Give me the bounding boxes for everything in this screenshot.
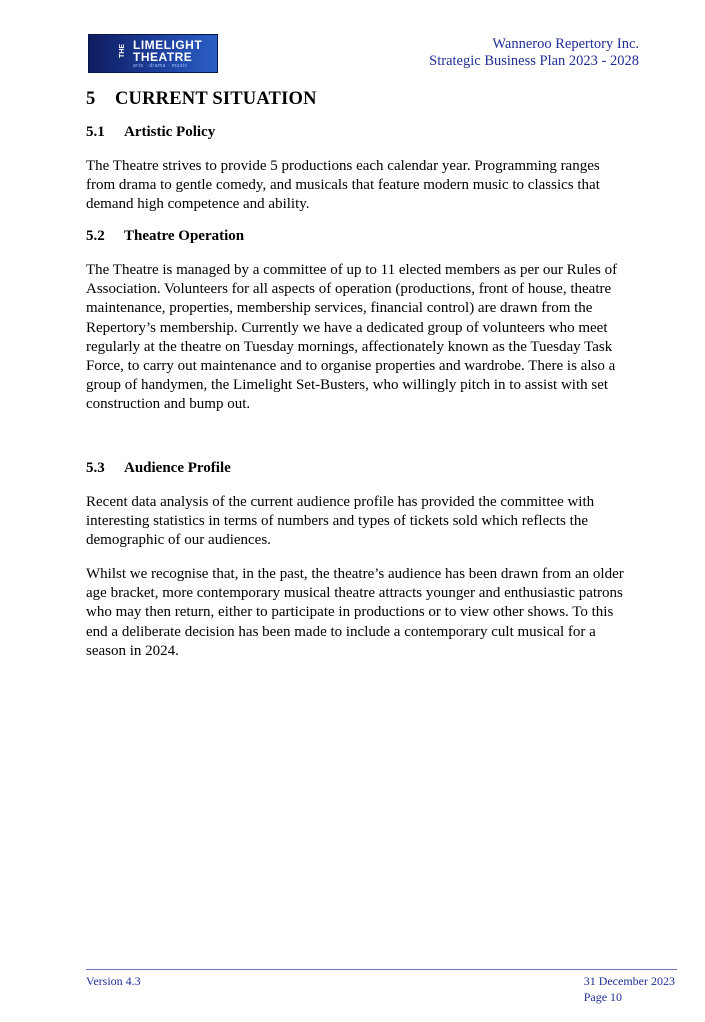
subsection-heading-audience-profile <box>86 460 231 477</box>
subsection-number: 5.1 <box>86 124 105 140</box>
audience-profile-paragraph-2: Whilst we recognise that, in the past, the theatre’s audience has been drawn from an older age bracket, more contemporary musical theatre attracts younger and enthusiastic patrons who may then return, either to participate in productions or to view other shows. To this end a deliberate decision has been made to include a contemporary cult musical for a season in 2024. <box>86 566 624 659</box>
artistic-policy-paragraph: The Theatre strives to provide 5 productions each calendar year. Programming ranges from drama to gentle comedy, and musicals that feature modern music to classics that demand high competence and ability. <box>86 158 600 213</box>
header-plan-title: Strategic Business Plan 2023 - 2028 <box>429 53 639 69</box>
document-header <box>429 36 639 70</box>
svg-text:THE: THE <box>119 44 126 58</box>
logo-tagline: arts · drama · music <box>133 63 188 69</box>
section-number: 5 <box>86 89 96 109</box>
footer-date: 31 December 2023 <box>583 974 675 988</box>
subsection-number: 5.2 <box>86 228 105 244</box>
footer-page-number: Page 10 <box>583 990 623 1004</box>
subsection-title: Theatre Operation <box>124 228 245 244</box>
logo-line-1: LIMELIGHT <box>133 38 203 52</box>
logo-line-2: THEATRE <box>133 50 193 64</box>
footer-version: Version 4.3 <box>86 974 141 988</box>
subsection-heading-theatre-operation <box>86 228 244 245</box>
subsection-number: 5.3 <box>86 460 105 476</box>
subsection-title: Artistic Policy <box>124 124 216 140</box>
footer-date-page <box>584 973 675 1005</box>
limelight-theatre-logo <box>88 34 218 73</box>
theatre-operation-paragraph: The Theatre is managed by a committee of up to 11 elected members as per our Rules of Association. Volunteers for all aspects of operation (productions, front of house, theatre maintenance, properties, membership services, financial control) are drawn from the Repertory’s membership. Currently we have a dedicated group of volunteers who meet regularly at the theatre on Tuesday mornings, affectionately known as the Tuesday Task Force, to carry out maintenance and to organise properties and wardrobe. There is also a group of handymen, the Limelight Set-Busters, who willingly pitch in to assist with set construction and bump out. <box>86 262 618 413</box>
subsection-title: Audience Profile <box>124 460 231 476</box>
header-org-name: Wanneroo Repertory Inc. <box>492 36 639 52</box>
section-heading <box>86 89 317 110</box>
subsection-heading-artistic-policy <box>86 124 215 141</box>
logo-vertical-text <box>119 41 129 67</box>
audience-profile-paragraph-1: Recent data analysis of the current audience profile has provided the committee with interesting statistics in terms of numbers and types of tickets sold which reflects the demographic of our audiences. <box>86 494 595 549</box>
section-title: CURRENT SITUATION <box>115 89 317 109</box>
footer-divider <box>86 969 677 970</box>
